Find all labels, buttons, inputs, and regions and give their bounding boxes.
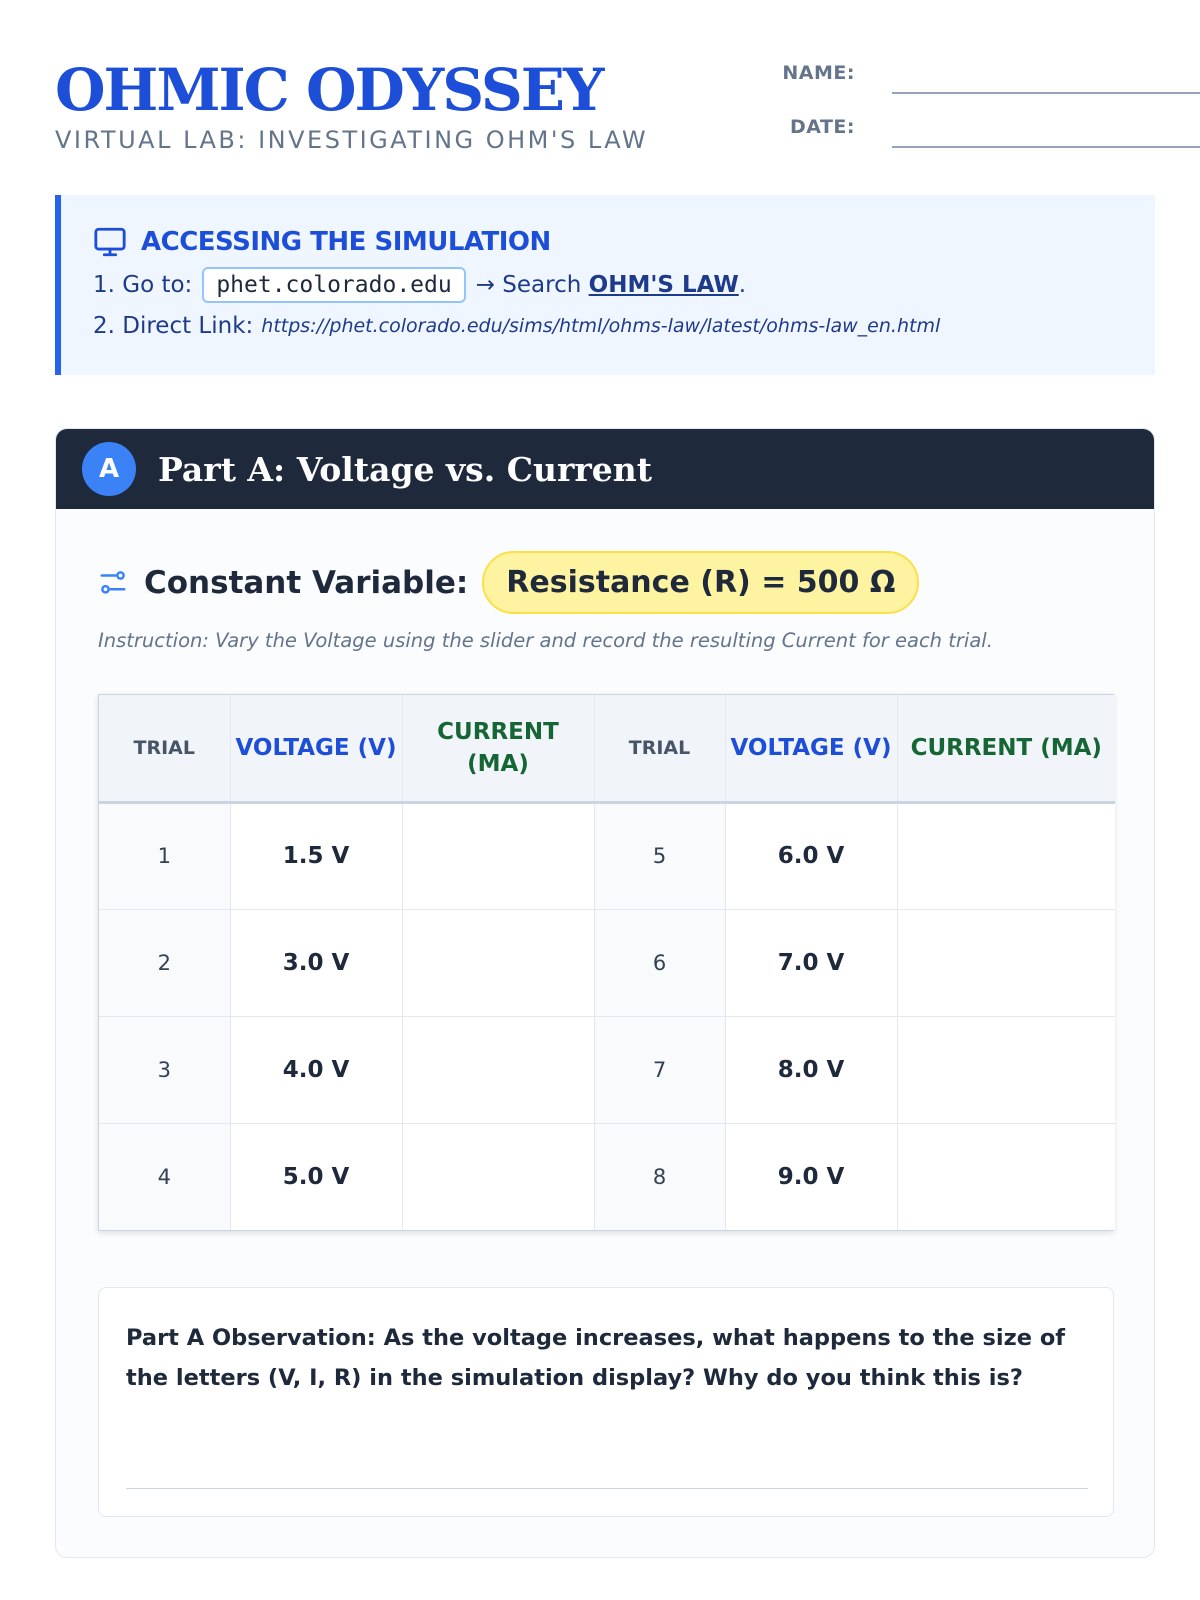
monitor-icon: [93, 225, 127, 259]
table-row: [99, 802, 1115, 909]
student-info-fields: [755, 55, 1200, 163]
name-field: [755, 55, 1200, 109]
table-row: [99, 909, 1115, 1016]
trial-number: 7: [594, 1016, 725, 1123]
header-current-right: CURRENT (MA): [897, 695, 1115, 802]
name-label: NAME:: [782, 62, 855, 84]
voltage-value: 3.0 V: [230, 909, 402, 1016]
voltage-value: 7.0 V: [725, 909, 897, 1016]
voltage-value: 4.0 V: [230, 1016, 402, 1123]
worksheet-header: [55, 55, 1155, 165]
date-field: [755, 109, 1200, 163]
current-input-cell[interactable]: [897, 1016, 1115, 1123]
current-input-cell[interactable]: [897, 909, 1115, 1016]
voltage-value: 1.5 V: [230, 802, 402, 909]
part-a-instruction: Instruction: Vary the Voltage using the slider and record the resulting Current for each trial.: [98, 629, 993, 652]
data-table-wrapper: [98, 694, 1114, 1231]
voltage-value: 6.0 V: [725, 802, 897, 909]
table-row: [99, 1123, 1115, 1230]
access-step-1: [93, 267, 746, 303]
date-input-line[interactable]: [892, 146, 1200, 148]
part-a-title: Part A: Voltage vs. Current: [158, 449, 653, 489]
sliders-icon: [98, 568, 128, 598]
access-step-2: [93, 313, 940, 339]
constant-variable-label: Constant Variable:: [144, 564, 469, 601]
observation-box: [98, 1287, 1114, 1517]
trial-number: 3: [99, 1016, 230, 1123]
voltage-value: 9.0 V: [725, 1123, 897, 1230]
trial-number: 5: [594, 802, 725, 909]
current-input-cell[interactable]: [897, 1123, 1115, 1230]
trial-number: 4: [99, 1123, 230, 1230]
trial-number: 1: [99, 802, 230, 909]
trial-number: 8: [594, 1123, 725, 1230]
table-header-row: [99, 695, 1115, 802]
header-voltage-left: VOLTAGE (V): [230, 695, 402, 802]
observation-answer-line[interactable]: [126, 1488, 1088, 1489]
trial-number: 2: [99, 909, 230, 1016]
step1-arrow-text: → Search: [475, 272, 582, 298]
current-input-cell[interactable]: [897, 802, 1115, 909]
current-input-cell[interactable]: [402, 1016, 594, 1123]
worksheet-subtitle: VIRTUAL LAB: INVESTIGATING OHM'S LAW: [55, 126, 649, 154]
direct-link-url[interactable]: https://phet.colorado.edu/sims/html/ohms-law/latest/ohms-law_en.html: [261, 315, 941, 337]
header-current-left: CURRENT (MA): [402, 695, 594, 802]
table-row: [99, 1016, 1115, 1123]
header-trial-right: TRIAL: [594, 695, 725, 802]
trial-number: 6: [594, 909, 725, 1016]
header-trial-left: TRIAL: [99, 695, 230, 802]
part-a-section: [55, 428, 1155, 1558]
current-input-cell[interactable]: [402, 802, 594, 909]
step2-prefix: 2. Direct Link:: [93, 313, 254, 339]
step1-prefix: 1. Go to:: [93, 272, 193, 298]
date-label: DATE:: [789, 116, 855, 138]
current-input-cell[interactable]: [402, 909, 594, 1016]
part-a-header: [56, 429, 1154, 509]
voltage-value: 5.0 V: [230, 1123, 402, 1230]
constant-variable-value: Resistance (R) = 500 Ω: [482, 551, 919, 614]
constant-variable-row: [98, 551, 919, 614]
access-title: ACCESSING THE SIMULATION: [141, 227, 551, 257]
phet-site-code: phet.colorado.edu: [202, 267, 465, 303]
access-heading: [93, 225, 551, 259]
search-term-link[interactable]: OHM'S LAW: [588, 272, 739, 298]
voltage-value: 8.0 V: [725, 1016, 897, 1123]
observation-question: Part A Observation: As the voltage increases, what happens to the size of the letters (V, I, R) in the simulation display? Why do you think this is?: [126, 1325, 1066, 1391]
step1-period: .: [738, 272, 747, 298]
name-input-line[interactable]: [892, 92, 1200, 94]
current-input-cell[interactable]: [402, 1123, 594, 1230]
access-simulation-box: [55, 195, 1155, 375]
part-a-badge: A: [82, 442, 136, 496]
voltage-current-table: [99, 695, 1115, 1230]
worksheet-title: OHMIC ODYSSEY: [55, 56, 603, 124]
header-voltage-right: VOLTAGE (V): [725, 695, 897, 802]
